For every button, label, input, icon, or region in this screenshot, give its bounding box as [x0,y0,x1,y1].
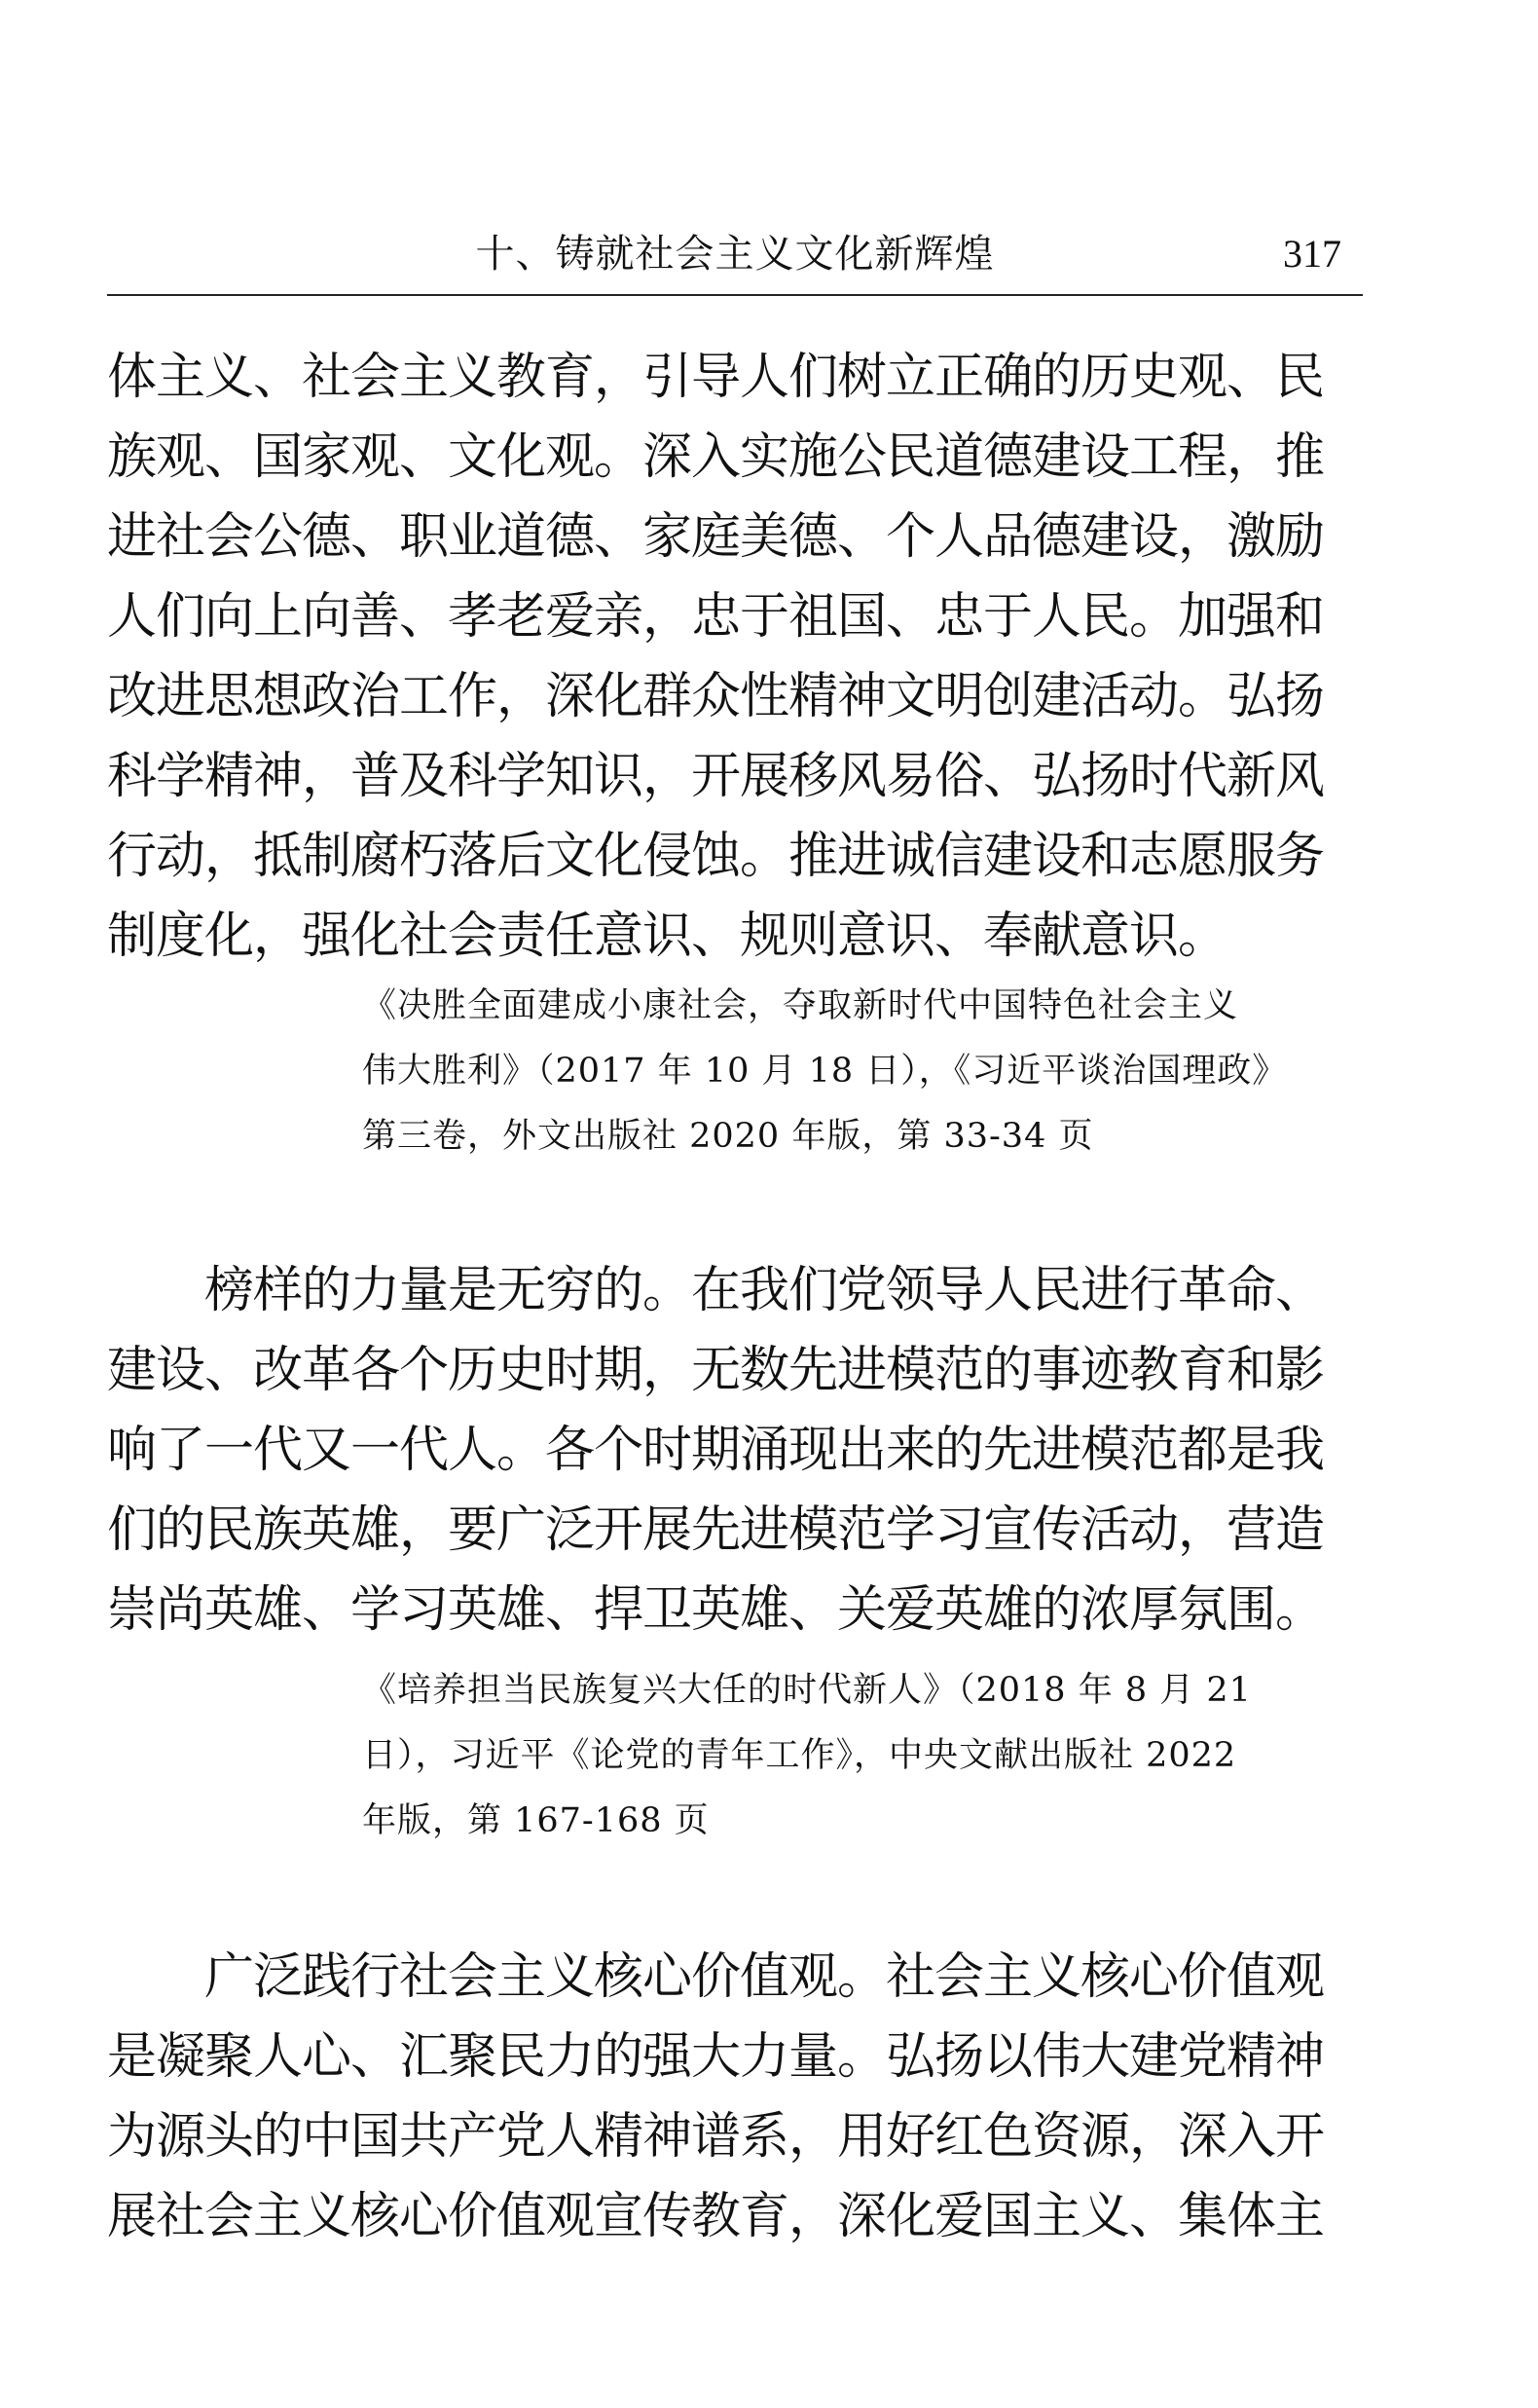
text-line: 族观、国家观、文化观。深入实施公民道德建设工程，推 [107,428,1325,486]
text-line: 榜样的力量是无穷的。在我们党领导人民进行革命、 [107,1262,1325,1319]
body-paragraph-2 [107,1251,1363,1650]
citation-2 [362,1658,1365,1854]
text-line: 行动，抵制腐朽落后文化侵蚀。推进诚信建设和志愿服务 [107,828,1325,885]
text-line: 展社会主义核心价值观宣传教育，深化爱国主义、集体主 [107,2188,1325,2245]
text-line: 崇尚英雄、学习英雄、捍卫英雄、关爱英雄的浓厚氛围。 [107,1581,1325,1639]
text-line: 建设、改革各个历史时期，无数先进模范的事迹教育和影 [107,1342,1325,1399]
citation-line: 《决胜全面建成小康社会，夺取新时代中国特色社会主义 [362,986,1239,1025]
citation-line: 第三卷，外文出版社 2020 年版，第 33-34 页 [362,1117,1094,1156]
text-line: 广泛践行社会主义核心价值观。社会主义核心价值观 [107,1948,1325,2006]
text-line: 改进思想政治工作，深化群众性精神文明创建活动。弘扬 [107,668,1325,725]
page-header [107,227,1363,285]
running-title: 十、铸就社会主义文化新辉煌 [475,232,995,277]
body-paragraph-1 [107,338,1363,977]
header-rule [107,294,1363,296]
page-number: 317 [1283,232,1341,276]
citation-1 [362,974,1365,1169]
text-line: 科学精神，普及科学知识，开展移风易俗、弘扬时代新风 [107,748,1325,805]
text-line: 进社会公德、职业道德、家庭美德、个人品德建设，激励 [107,508,1325,566]
text-line: 体主义、社会主义教育，引导人们树立正确的历史观、民 [107,349,1325,406]
text-line: 为源头的中国共产党人精神谱系，用好红色资源，深入开 [107,2108,1325,2166]
text-line: 人们向上向善、孝老爱亲，忠于祖国、忠于人民。加强和 [107,588,1325,646]
text-line: 制度化，强化社会责任意识、规则意识、奉献意识。 [107,908,1227,965]
citation-line: 日），习近平《论党的青年工作》，中央文献出版社 2022 [362,1736,1237,1775]
text-line: 是凝聚人心、汇聚民力的强大力量。弘扬以伟大建党精神 [107,2028,1325,2086]
citation-line: 《培养担当民族复兴大任的时代新人》（2018 年 8 月 21 [362,1671,1252,1710]
text-line: 响了一代又一代人。各个时期涌现出来的先进模范都是我 [107,1422,1325,1479]
body-paragraph-3 [107,1938,1363,2257]
citation-line: 年版，第 167-168 页 [362,1801,710,1840]
citation-line: 伟大胜利》（2017 年 10 月 18 日），《习近平谈治国理政》 [362,1052,1288,1091]
text-line: 们的民族英雄，要广泛开展先进模范学习宣传活动，营造 [107,1501,1325,1559]
